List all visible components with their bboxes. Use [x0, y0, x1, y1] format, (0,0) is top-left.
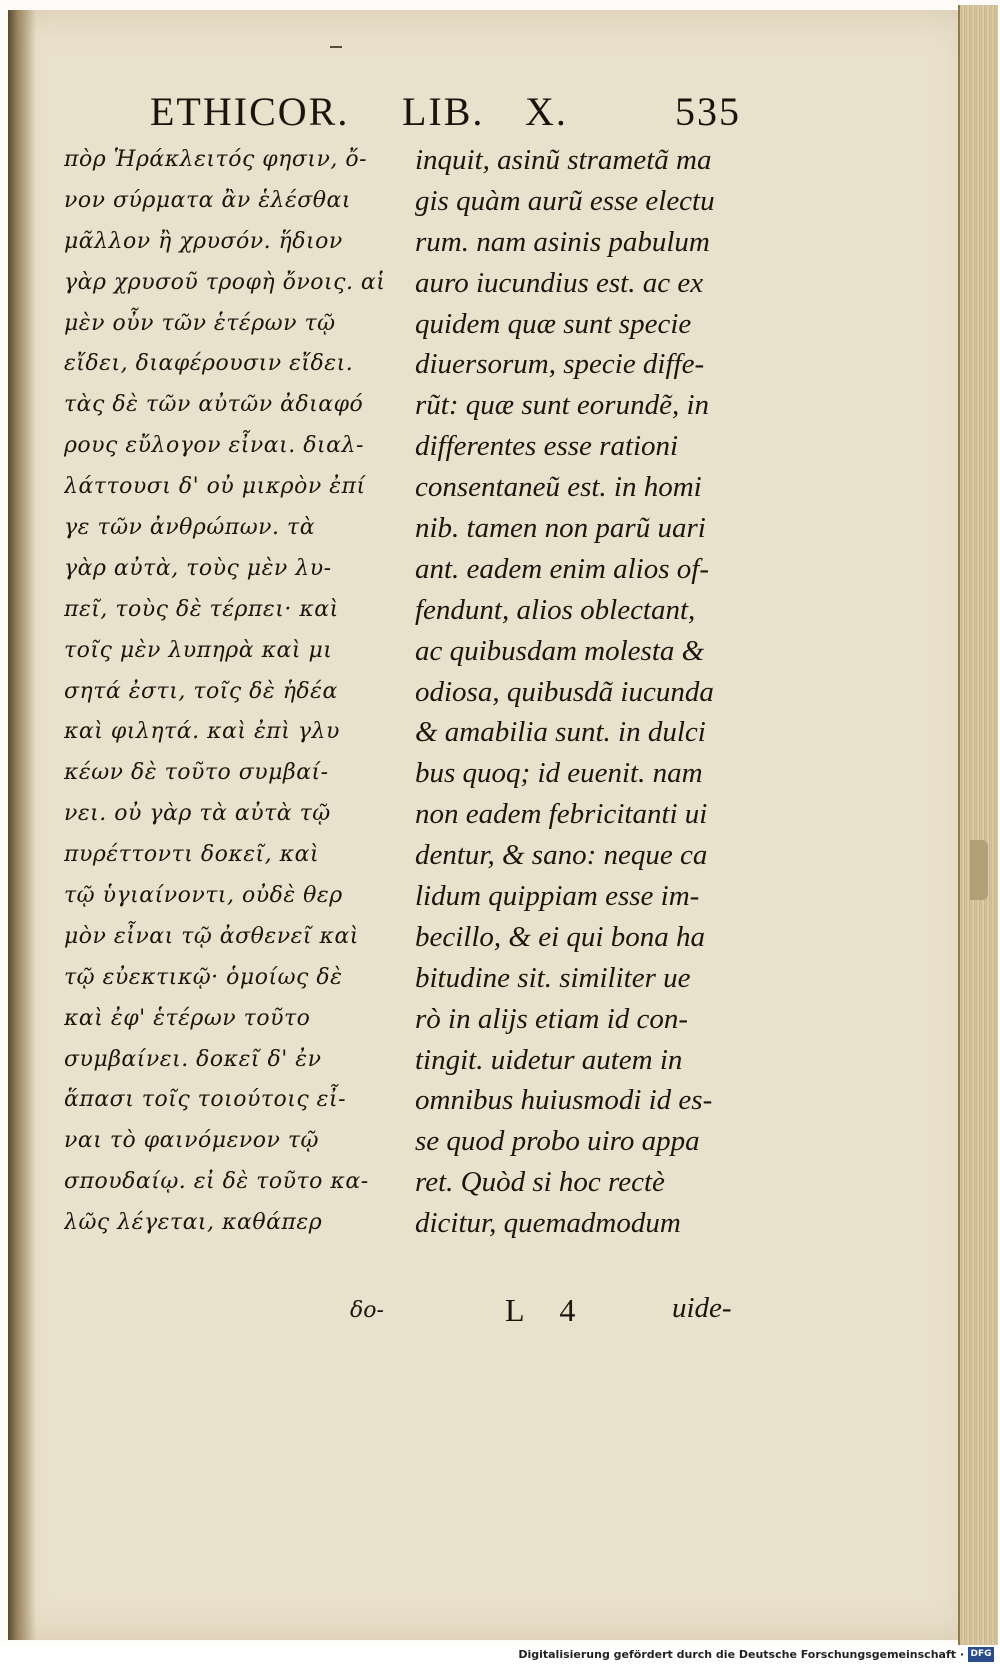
greek-text-line: πεῖ, τοὺς δὲ τέρπει· καὶ — [64, 596, 339, 622]
page-tab — [970, 840, 988, 900]
greek-text-line: τῷ εὐεκτικῷ· ὁμοίως δὲ — [64, 964, 343, 990]
binding-gutter — [8, 10, 36, 1640]
dfg-logo-icon[interactable]: DFG — [968, 1647, 994, 1662]
greek-text-line: λῶς λέγεται, καθάπερ — [64, 1210, 323, 1236]
latin-text-line: ac quibusdam molesta & — [415, 634, 705, 667]
latin-catchword: uide- — [672, 1292, 732, 1324]
latin-text-line: bus quoq; id euenit. nam — [415, 757, 703, 790]
greek-text-line: νει. οὐ γὰρ τὰ αὐτὰ τῷ — [64, 801, 331, 827]
latin-text-line: gis quàm aurũ esse electu — [415, 184, 715, 217]
latin-text-line: non eadem febricitanti ui — [415, 798, 708, 831]
latin-text-line: diuersorum, specie diffe- — [415, 348, 705, 381]
greek-text-line: τὰς δὲ τῶν αὐτῶν ἀδιαφό — [64, 392, 364, 418]
greek-text-line: τοῖς μὲν λυπηρὰ καὶ μι — [64, 637, 333, 663]
latin-text-line: ant. eadem enim alios of- — [415, 552, 709, 585]
greek-text-line: ἅπασι τοῖς τοιούτοις εἶ- — [64, 1087, 347, 1113]
greek-text-line: γὰρ αὐτὰ, τοὺς μὲν λυ- — [64, 555, 332, 581]
latin-text-line: lidum quippiam esse im- — [415, 880, 700, 913]
greek-text-line: ρους εὔλογον εἶναι. διαλ- — [64, 433, 364, 459]
greek-text-line: κέων δὲ τοῦτο συμβαί- — [64, 760, 329, 786]
greek-text-line: μᾶλλον ἢ χρυσόν. ἥδιον — [64, 228, 343, 254]
greek-text-line: σητά ἐστι, τοῖς δὲ ἡδέα — [64, 678, 338, 704]
latin-text-line: ret. Quòd si hoc rectè — [415, 1166, 665, 1199]
greek-text-line: πὸρ Ἡράκλειτός φησιν, ὄ- — [64, 147, 368, 172]
book-number: X. — [525, 89, 568, 134]
top-mark — [330, 46, 342, 48]
latin-text-line: fendunt, alios oblectant, — [415, 593, 696, 626]
greek-text-line: συμβαίνει. δοκεῖ δ' ἐν — [64, 1046, 322, 1072]
latin-text-line: se quod probo uiro appa — [415, 1125, 700, 1158]
page-number: 535 — [675, 89, 741, 134]
latin-text-line: odiosa, quibusdã iucunda — [415, 675, 714, 708]
latin-text-column — [415, 140, 755, 1244]
signature-mark: L 4 — [505, 1292, 590, 1328]
digitization-footer — [0, 1645, 1000, 1666]
greek-text-line: καὶ φιλητά. καὶ ἐπὶ γλυ — [64, 719, 340, 745]
book-label: LIB. — [402, 89, 485, 134]
latin-text-line: consentaneũ est. in homi — [415, 471, 702, 504]
latin-text-line: dicitur, quemadmodum — [415, 1207, 681, 1240]
greek-text-column — [64, 140, 410, 1244]
latin-text-line: rum. nam asinis pabulum — [415, 225, 710, 258]
latin-text-line: auro iucundius est. ac ex — [415, 266, 704, 299]
greek-text-line: μὲν οὖν τῶν ἑτέρων τῷ — [64, 310, 336, 336]
greek-text-line: γε τῶν ἀνθρώπων. τὰ — [64, 515, 316, 541]
greek-text-line: εἴδει, διαφέρουσιν εἴδει. — [64, 351, 354, 377]
greek-text-line: μὸν εἶναι τῷ ἀσθενεῖ καὶ — [64, 923, 359, 949]
latin-text-line: inquit, asinũ strametã ma — [415, 144, 712, 176]
greek-text-line: σπουδαίῳ. εἰ δὲ τοῦτο κα- — [64, 1169, 369, 1195]
latin-text-line: dentur, & sano: neque ca — [415, 839, 708, 872]
latin-text-line: rũt: quæ sunt eorundẽ, in — [415, 389, 710, 422]
greek-text-line: πυρέττοντι δοκεῖ, καὶ — [64, 842, 320, 868]
greek-text-line: τῷ ὑγιαίνοντι, οὐδὲ θερ — [64, 883, 343, 909]
latin-text-line: quidem quæ sunt specie — [415, 307, 692, 340]
greek-catchword: δο- — [350, 1298, 384, 1323]
greek-text-line: ναι τὸ φαινόμενον τῷ — [64, 1128, 319, 1154]
latin-text-line: omnibus huiusmodi id es- — [415, 1084, 713, 1117]
latin-text-line: rò in alijs etiam id con- — [415, 1002, 689, 1035]
latin-text-line: & amabilia sunt. in dulci — [415, 716, 706, 749]
greek-text-line: καὶ ἐφ' ἑτέρων τοῦτο — [64, 1005, 311, 1031]
greek-text-line: γὰρ χρυσοῦ τροφὴ ὄνοις. αἱ — [64, 269, 386, 295]
greek-text-line: λάττουσι δ' οὐ μικρὸν ἐπί — [64, 474, 366, 500]
running-head — [150, 88, 750, 132]
funding-notice: Digitalisierung gefördert durch die Deutsche Forschungsgemeinschaft · — [518, 1648, 964, 1661]
latin-text-line: becillo, & ei qui bona ha — [415, 920, 705, 953]
latin-text-line: nib. tamen non parũ uari — [415, 512, 706, 545]
latin-text-line: tingit. uidetur autem in — [415, 1043, 683, 1076]
latin-text-line: bitudine sit. similiter ue — [415, 961, 691, 994]
greek-text-line: νον σύρματα ἂν ἑλέσθαι — [64, 187, 352, 213]
latin-text-line: differentes esse rationi — [415, 430, 679, 463]
running-title: ETHICOR. — [150, 89, 350, 134]
page-edges — [958, 5, 998, 1645]
